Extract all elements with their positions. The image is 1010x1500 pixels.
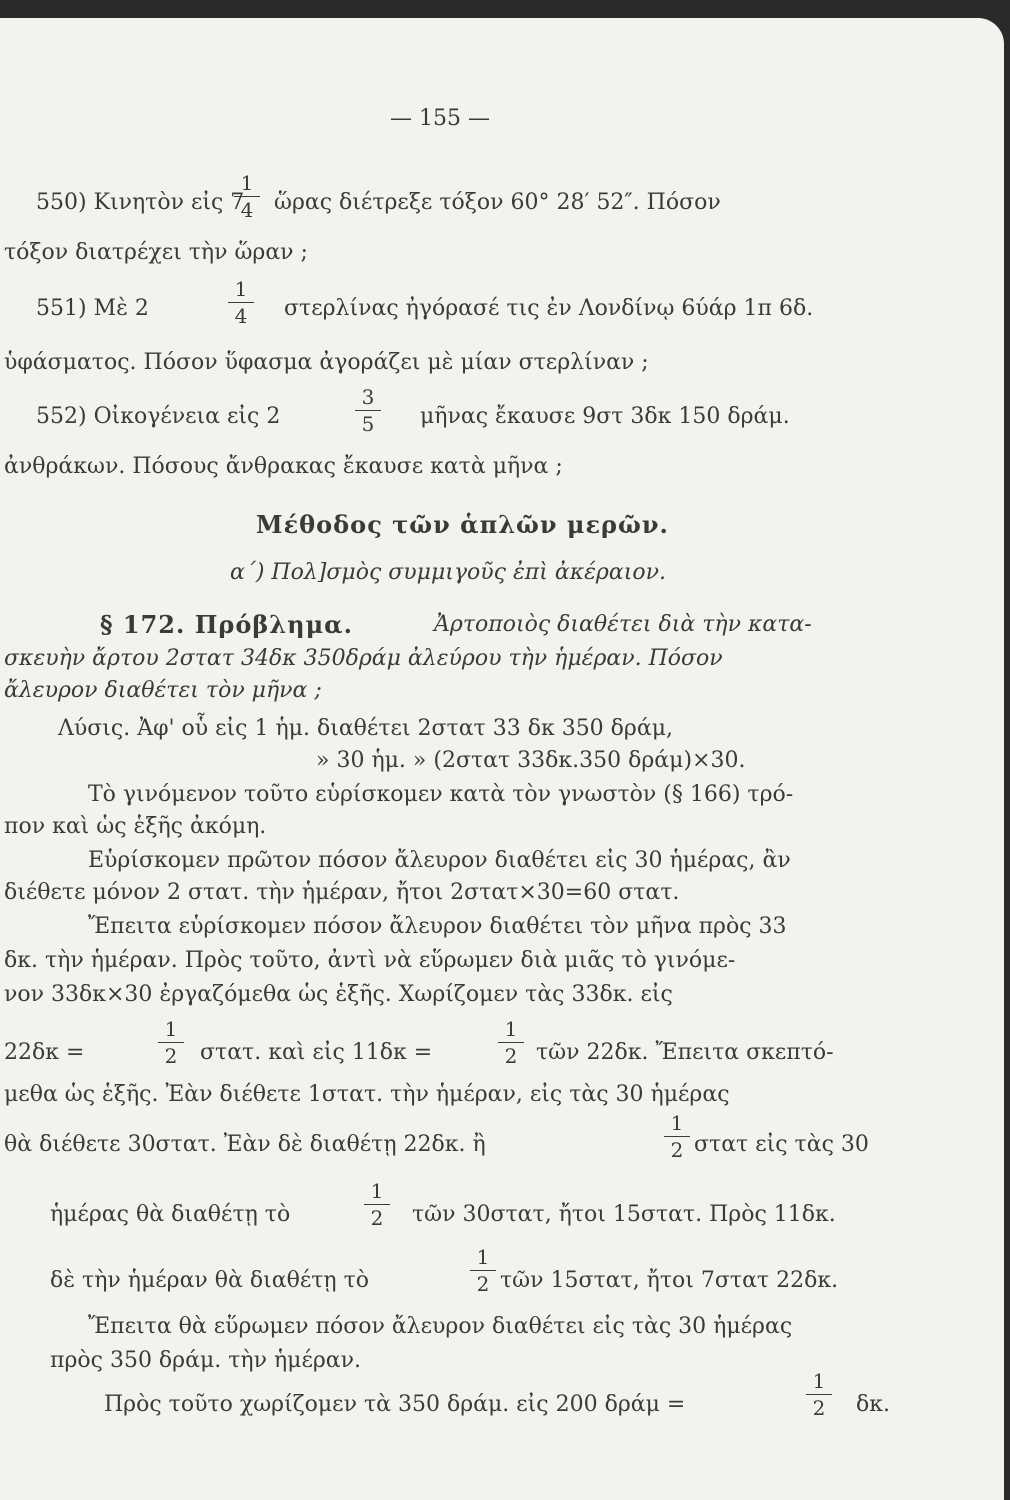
- problem-550-start: 550) Κινητὸν εἰς 7: [36, 190, 245, 215]
- problem-550-line2: τόξον διατρέχει τὴν ὥραν ;: [4, 240, 308, 265]
- problem-172-line1: Ἀρτοποιὸς διαθέτει διὰ τὴν κατα-: [434, 612, 812, 637]
- solution-line11: μεθα ὡς ἑξῆς. Ἐὰν διέθετε 1στατ. τὴν ἡμέραν, εἰς τὰς 30 ἡμέρας: [4, 1082, 730, 1107]
- problem-552-start: 552) Οἰκογένεια εἰς 2: [36, 404, 281, 429]
- solution-line10-a: 22δκ =: [4, 1040, 85, 1065]
- problem-551-rest: στερλίνας ἠγόρασέ τις ἐν Λονδίνῳ 6ύάρ 1π 6δ.: [284, 296, 814, 321]
- solution-line3: Τὸ γινόμενον τοῦτο εὑρίσκομεν κατὰ τὸν γνωστὸν (§ 166) τρό-: [88, 782, 794, 807]
- solution-line10-c: τῶν 22δκ. Ἔπειτα σκεπτό-: [536, 1040, 834, 1065]
- fraction-half-a: 1 2: [158, 1018, 184, 1067]
- problem-550-rest: ὥρας διέτρεξε τόξον 60° 28′ 52″. Πόσον: [274, 190, 721, 215]
- problem-552-rest: μῆνας ἔκαυσε 9στ 3δκ 150 δράμ.: [420, 404, 790, 429]
- solution-line1: Λύσις. Ἀφ' οὗ εἰς 1 ἡμ. διαθέτει 2στατ 33 δκ 350 δράμ,: [58, 716, 674, 741]
- problem-552-line2: ἀνθράκων. Πόσους ἄνθρακας ἔκαυσε κατὰ μῆνα ;: [4, 454, 563, 479]
- solution-line9: νον 33δκ×30 ἐργαζόμεθα ὡς ἑξῆς. Χωρίζομεν τὰς 33δκ. εἰς: [4, 982, 673, 1007]
- problem-172-line3: ἄλευρον διαθέτει τὸν μῆνα ;: [4, 678, 322, 703]
- problem-551-start: 551) Μὲ 2: [36, 296, 149, 321]
- solution-line4: πον καὶ ὡς ἑξῆς ἀκόμη.: [4, 814, 267, 839]
- fraction-half-e: 1 2: [470, 1246, 496, 1295]
- fraction-552: 3 5: [355, 386, 381, 435]
- solution-line17-a: Πρὸς τοῦτο χωρίζομεν τὰ 350 δράμ. εἰς 200 δράμ =: [104, 1392, 686, 1417]
- fraction-half-f: 1 2: [806, 1370, 832, 1419]
- solution-line7: Ἔπειτα εὑρίσκομεν πόσον ἄλευρον διαθέτει τὸν μῆνα πρὸς 33: [88, 914, 787, 939]
- section-heading: Μέθοδος τῶν ἁπλῶν μερῶν.: [256, 510, 669, 539]
- subheading: α΄) Πολ]σμὸς συμμιγοῦς ἐπὶ ἀκέραιον.: [230, 560, 666, 585]
- problem-551-line2: ὑφάσματος. Πόσον ὕφασμα ἀγοράζει μὲ μίαν στερλίναν ;: [4, 350, 649, 375]
- solution-line15: Ἔπειτα θὰ εὕρωμεν πόσον ἄλευρον διαθέτει εἰς τὰς 30 ἡμέρας: [88, 1314, 793, 1339]
- solution-line16: πρὸς 350 δράμ. τὴν ἡμέραν.: [50, 1348, 362, 1373]
- solution-line12-a: θὰ διέθετε 30στατ. Ἐὰν δὲ διαθέτῃ 22δκ. ἢ: [4, 1132, 486, 1157]
- solution-line10-b: στατ. καὶ εἰς 11δκ =: [200, 1040, 433, 1065]
- solution-line17-b: δκ.: [856, 1392, 890, 1417]
- fraction-half-b: 1 2: [498, 1018, 524, 1067]
- page-number: — 155 —: [390, 106, 490, 131]
- solution-line13-b: τῶν 30στατ, ἤτοι 15στατ. Πρὸς 11δκ.: [412, 1202, 836, 1227]
- fraction-551: 1 4: [228, 278, 254, 327]
- fraction-half-d: 1 2: [364, 1180, 390, 1229]
- fraction-550: 1 4: [234, 172, 260, 221]
- scanned-page: [0, 18, 1004, 1500]
- solution-line12-b: στατ εἰς τὰς 30: [694, 1132, 869, 1157]
- solution-line5: Εὑρίσκομεν πρῶτον πόσον ἄλευρον διαθέτει εἰς 30 ἡμέρας, ἂν: [88, 848, 791, 873]
- problem-172-label: § 172. Πρόβλημα.: [100, 610, 353, 639]
- solution-line14-a: δὲ τὴν ἡμέραν θὰ διαθέτῃ τὸ: [50, 1268, 370, 1293]
- problem-172-line2: σκευὴν ἄρτου 2στατ 34δκ 350δράμ ἀλεύρου τὴν ἡμέραν. Πόσον: [4, 646, 723, 671]
- fraction-half-c: 1 2: [664, 1112, 690, 1161]
- solution-line6: διέθετε μόνον 2 στατ. τὴν ἡμέραν, ἤτοι 2στατ×30=60 στατ.: [4, 880, 680, 905]
- solution-line14-b: τῶν 15στατ, ἤτοι 7στατ 22δκ.: [500, 1268, 839, 1293]
- solution-line8: δκ. τὴν ἡμέραν. Πρὸς τοῦτο, ἀντὶ νὰ εὕρωμεν διὰ μιᾶς τὸ γινόμε-: [4, 948, 736, 973]
- solution-line13-a: ἡμέρας θὰ διαθέτῃ τὸ: [50, 1202, 291, 1227]
- solution-line2: » 30 ἡμ. » (2στατ 33δκ.350 δράμ)×30.: [316, 748, 746, 773]
